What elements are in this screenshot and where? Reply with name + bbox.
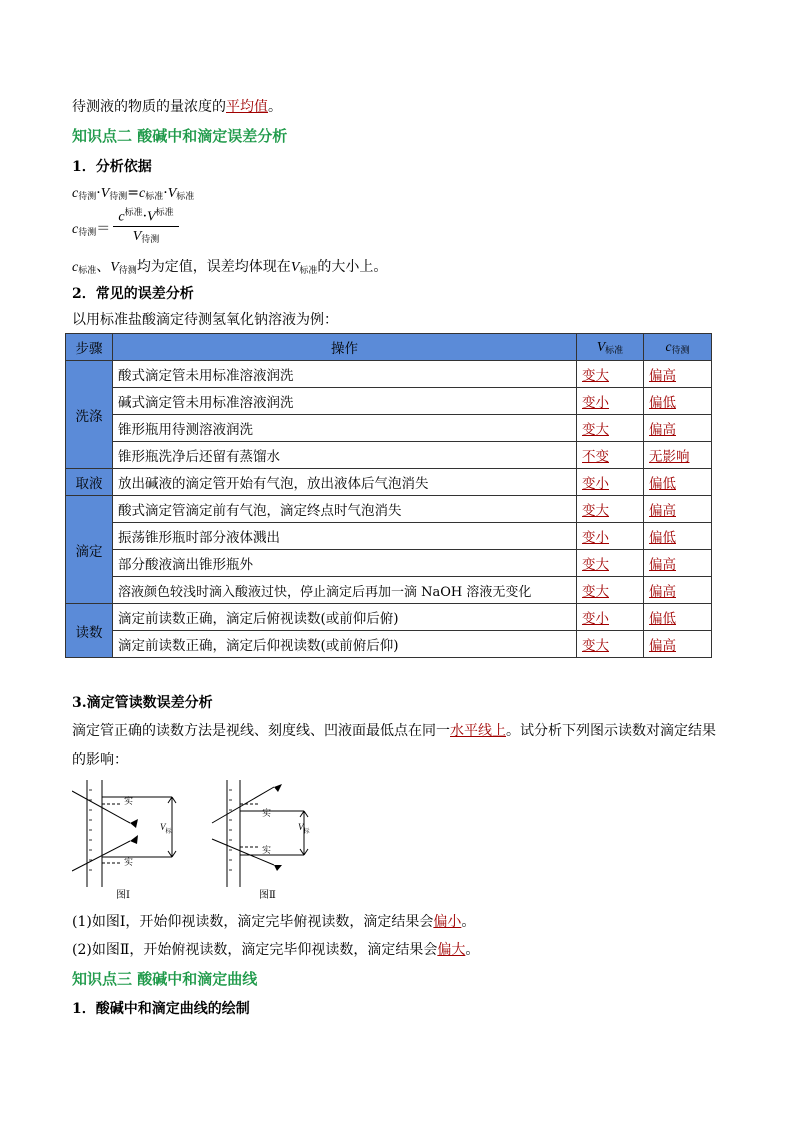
- heading-basis: 1．分析依据: [72, 159, 152, 175]
- op-cell: 溶液颜色较浅时滴入酸液过快，停止滴定后再加一滴 NaOH 溶液无变化: [113, 577, 577, 604]
- error-table: [65, 333, 712, 658]
- op-cell: 滴定前读数正确，滴定后仰视读数(或前俯后仰): [113, 631, 577, 658]
- fig1-label-actual-bottom: 实: [124, 858, 134, 868]
- fraction-denominator: $V_{待测}$: [132, 229, 160, 245]
- c-cell: 偏高: [644, 577, 712, 604]
- heading-common-errors: 2．常见的误差分析: [72, 286, 194, 302]
- table-row: [66, 415, 712, 442]
- c-cell: 偏高: [644, 631, 712, 658]
- fig2-label-actual-bottom: 实: [262, 846, 272, 856]
- fraction-bar: [113, 226, 179, 227]
- table-row: [66, 361, 712, 388]
- v-cell: 变小: [577, 469, 644, 496]
- figure2-caption: 图Ⅱ: [259, 890, 276, 901]
- c-cell: 无影响: [644, 442, 712, 469]
- op-cell: 碱式滴定管未用标准溶液润洗: [113, 388, 577, 415]
- c-cell: 偏低: [644, 604, 712, 631]
- v-cell: 变大: [577, 496, 644, 523]
- answer-large: 偏大: [437, 942, 466, 958]
- intro-line: 待测液的物质的量浓度的平均值。: [72, 99, 282, 115]
- v-cell: 变大: [577, 631, 644, 658]
- table-row: [66, 388, 712, 415]
- step-cell: 洗涤: [66, 361, 113, 469]
- op-cell: 酸式滴定管未用标准溶液润洗: [113, 361, 577, 388]
- c-cell: 偏高: [644, 361, 712, 388]
- op-cell: 振荡锥形瓶时部分液体溅出: [113, 523, 577, 550]
- v-cell: 变大: [577, 550, 644, 577]
- formula-1: $c_{待测}\cdot V_{待测}=c_{标准}\cdot V_{标准}$: [72, 185, 195, 202]
- eye-icon: [130, 819, 138, 828]
- table-row: [66, 604, 712, 631]
- heading-curve-drawing: 1．酸碱中和滴定曲线的绘制: [72, 1001, 250, 1017]
- figure1-caption: 图Ⅰ: [116, 890, 130, 901]
- eye-icon: [130, 835, 138, 844]
- v-cell: 变小: [577, 523, 644, 550]
- fig2-label-actual-top: 实: [262, 809, 272, 819]
- para-reading-2: 的影响：: [72, 752, 128, 768]
- fig2-volume-label: $V_标$: [298, 822, 310, 835]
- formula-2: $c_{待测}=$: [72, 221, 111, 238]
- c-cell: 偏低: [644, 388, 712, 415]
- eye-icon: [274, 865, 282, 871]
- burette-figures: [72, 775, 332, 903]
- header-op: 操作: [113, 334, 577, 361]
- answer-horizontal: 水平线上: [450, 723, 506, 739]
- step-cell: 取液: [66, 469, 113, 496]
- v-cell: 变小: [577, 604, 644, 631]
- step-cell: 滴定: [66, 496, 113, 604]
- op-cell: 锥形瓶洗净后还留有蒸馏水: [113, 442, 577, 469]
- fig1-label-actual-top: 实: [124, 797, 134, 807]
- answer-small: 偏小: [433, 914, 462, 930]
- op-cell: 放出碱液的滴定管开始有气泡，放出液体后气泡消失: [113, 469, 577, 496]
- table-header: [66, 334, 712, 361]
- op-cell: 酸式滴定管滴定前有气泡，滴定终点时气泡消失: [113, 496, 577, 523]
- c-cell: 偏低: [644, 469, 712, 496]
- op-cell: 滴定前读数正确，滴定后俯视读数(或前仰后俯): [113, 604, 577, 631]
- table-row: [66, 469, 712, 496]
- v-cell: 变大: [577, 577, 644, 604]
- table-row: [66, 496, 712, 523]
- para-reading-1: 滴定管正确的读数方法是视线、刻度线、凹液面最低点在同一水平线上。试分析下列图示读数对滴定结果: [72, 723, 716, 739]
- table-row: [66, 550, 712, 577]
- heading-reading-error: 3.滴定管读数误差分析: [72, 695, 213, 711]
- table-row: [66, 577, 712, 604]
- c-cell: 偏高: [644, 550, 712, 577]
- op-cell: 部分酸液滴出锥形瓶外: [113, 550, 577, 577]
- c-cell: 偏高: [644, 496, 712, 523]
- table-row: [66, 523, 712, 550]
- fig1-volume-label: $V_标$: [160, 822, 172, 835]
- c-cell: 偏低: [644, 523, 712, 550]
- section3-title: 知识点三 酸碱中和滴定曲线: [72, 970, 258, 988]
- header-c: $c_{待测}$: [644, 334, 712, 361]
- section2-title: 知识点二 酸碱中和滴定误差分析: [72, 127, 288, 145]
- table-row: [66, 631, 712, 658]
- eye-icon: [274, 784, 282, 792]
- header-v: $V_{标准}$: [577, 334, 644, 361]
- answer-1: (1)如图Ⅰ，开始仰视读数，滴定完毕俯视读数，滴定结果会偏小。: [72, 914, 476, 930]
- answer-2: (2)如图Ⅱ，开始俯视读数，滴定完毕仰视读数，滴定结果会偏大。: [72, 942, 480, 958]
- table-row: [66, 442, 712, 469]
- fraction-numerator: $c^{标准}\cdot V^{标准}$: [118, 208, 174, 225]
- v-cell: 变小: [577, 388, 644, 415]
- note-line: $c_{标准}$、$V_{待测}$均为定值，误差均体现在$V_{标准}$的大小上。: [72, 259, 388, 276]
- v-cell: 变大: [577, 415, 644, 442]
- c-cell: 偏高: [644, 415, 712, 442]
- answer-average: 平均值: [226, 99, 268, 115]
- v-cell: 变大: [577, 361, 644, 388]
- step-cell: 读数: [66, 604, 113, 658]
- table-intro: 以用标准盐酸滴定待测氢氧化钠溶液为例：: [72, 312, 338, 328]
- v-cell: 不变: [577, 442, 644, 469]
- header-step: 步骤: [66, 334, 113, 361]
- op-cell: 锥形瓶用待测溶液润洗: [113, 415, 577, 442]
